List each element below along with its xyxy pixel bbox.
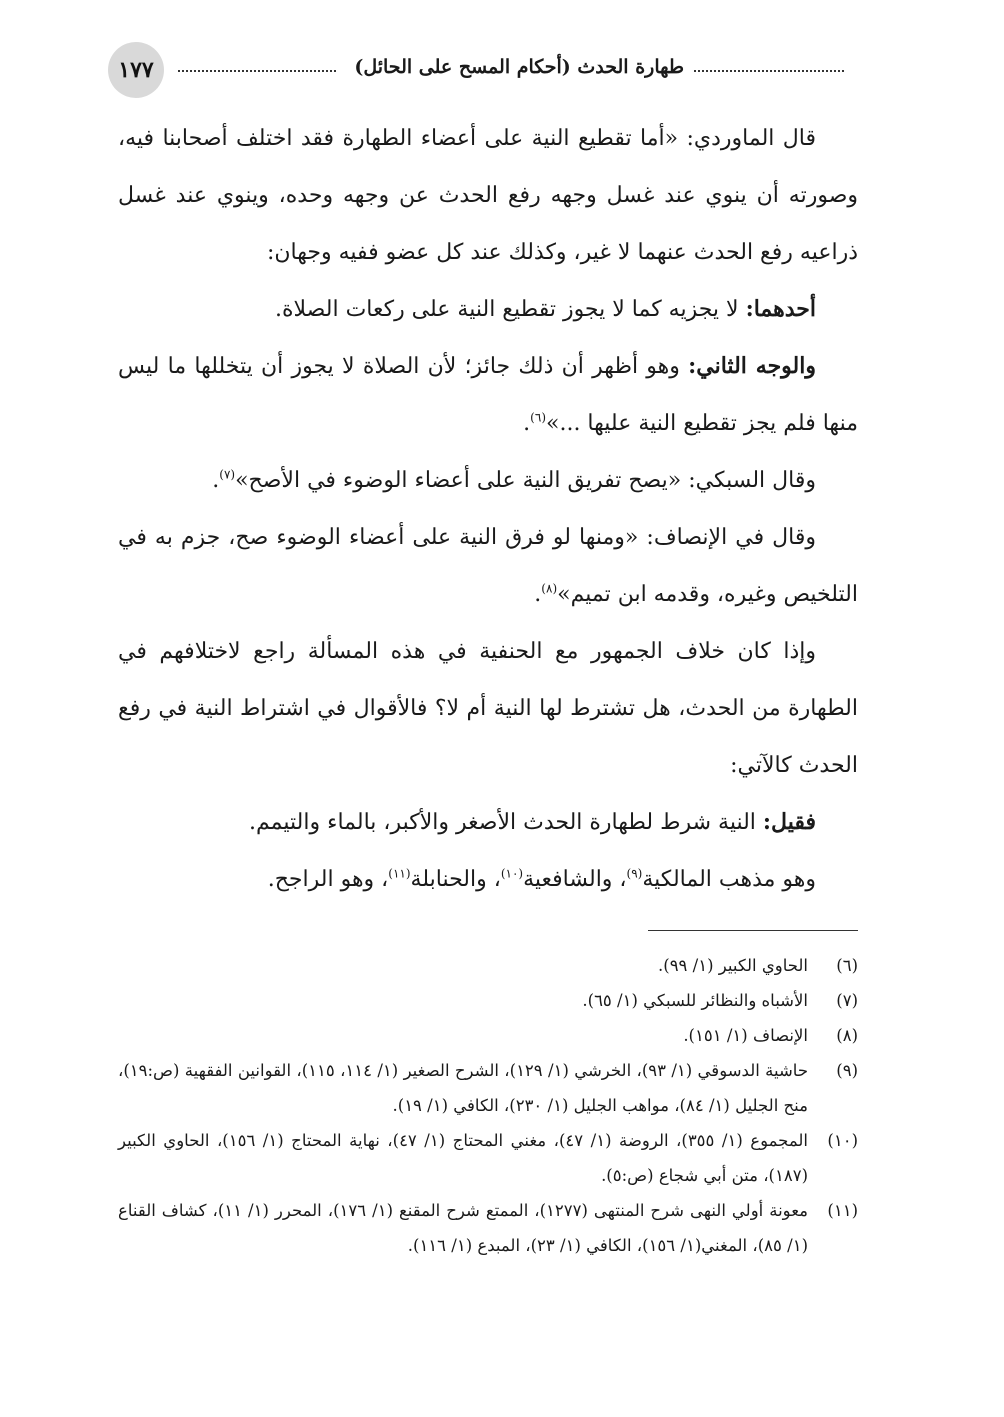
insaf-end: . — [534, 582, 542, 607]
footnote-text: حاشية الدسوقي (١/ ٩٣)، الخرشي (١/ ١٢٩)، الشرح الصغير (١/ ١١٤، ١١٥)، القوانين الفقهية (ص:١٩)، منح الجليل (١/ ٨٤)، مواهب الجليل (١/ ٢٣٠)، الكافي (١/ ١٩). — [118, 1061, 809, 1115]
footnote-item — [118, 1193, 858, 1263]
header-dotted-leader-right — [694, 70, 844, 72]
footnote-text: المجموع (١/ ٣٥٥)، الروضة (١/ ٤٧)، مغني المحتاج (١/ ٤٧)، نهاية المحتاج (١/ ١٥٦)، الحاوي الكبير (١٨٧)، متن أبي شجاع (ص:٥). — [118, 1131, 808, 1185]
madhhab-shafii: ، والشافعية — [523, 867, 627, 892]
footnote-number: (١٠) — [827, 1131, 858, 1150]
footnotes — [118, 948, 858, 1263]
second-view-end: . — [523, 411, 531, 436]
paragraph-disagreement: وإذا كان خلاف الجمهور مع الحنفية في هذه المسألة راجع لاختلافهم في الطهارة من الحدث، هل تشترط لها النية أم لا؟ فالأقوال في اشتراط النية في رفع الحدث كالآتي: — [118, 639, 858, 778]
header-dotted-leader-left — [178, 70, 336, 72]
running-header-title: طهارة الحدث (أحكام المسح على الحائل) — [354, 56, 684, 78]
paragraph-second-view — [118, 338, 858, 452]
footnote-separator — [648, 930, 858, 931]
first-opinion-label: فقيل: — [762, 809, 816, 835]
first-view-label: أحدهما: — [745, 296, 816, 322]
page-number-badge — [108, 42, 164, 98]
paragraph-insaf-quote — [118, 509, 858, 623]
footnote-item — [118, 1123, 858, 1193]
first-opinion-text: النية شرط لطهارة الحدث الأصغر والأكبر، بالماء والتيمم. — [249, 810, 763, 835]
preferred-view: ، وهو الراجح. — [267, 867, 389, 892]
paragraph-mawardi-quote: قال الماوردي: «أما تقطيع النية على أعضاء الطهارة فقد اختلف أصحابنا فيه، وصورته أن ينوي عند غسل وجهه رفع الحدث عن وجهه وحده، وينوي عند غسل ذراعيه رفع الحدث عنهما لا غير، وكذلك عند كل عضو ففيه وجهان: — [118, 126, 858, 265]
subki-end: . — [212, 468, 220, 493]
paragraph-first-view — [118, 281, 858, 338]
footnote-number: (٦) — [836, 956, 858, 975]
footnote-ref-11[interactable]: (١١) — [388, 866, 411, 881]
page-number: ١٧٧ — [118, 57, 154, 83]
footnote-ref-10[interactable]: (١٠) — [500, 866, 524, 881]
insaf-text: وقال في الإنصاف: «ومنها لو فرق النية على أعضاء الوضوء صح، جزم به في التلخيص وغيره، وقدمه ابن تميم» — [118, 525, 858, 607]
footnote-number: (١١) — [827, 1201, 858, 1220]
footnote-text: الحاوي الكبير (١/ ٩٩). — [658, 956, 808, 975]
footnote-number: (٩) — [836, 1061, 858, 1080]
footnote-item — [118, 948, 858, 983]
madhhab-hanbali: ، والحنابلة — [410, 867, 501, 892]
footnote-ref-9[interactable]: (٩) — [626, 866, 643, 881]
footnote-text: الإنصاف (١/ ١٥١). — [683, 1026, 808, 1045]
footnote-ref-6[interactable]: (٦) — [530, 410, 546, 425]
paragraph-first-opinion — [118, 794, 858, 851]
footnote-item — [118, 983, 858, 1018]
footnote-ref-8[interactable]: (٨) — [541, 581, 558, 596]
main-text — [118, 110, 858, 908]
second-view-text: وهو أظهر أن ذلك جائز؛ لأن الصلاة لا يجوز أن يتخللها ما ليس منها فلم يجز تقطيع النية عليها ...» — [118, 354, 858, 436]
footnote-text: معونة أولي النهى شرح المنتهى (١٢٧٧)، الممتع شرح المقنع (١/ ١٧٦)، المحرر (١/ ١١)، كشاف القناع (١/ ٨٥)، المغني(١/ ١٥٦)، الكافي (١/ ٢٣)، المبدع (١/ ١١٦). — [118, 1201, 809, 1255]
madhhab-maliki: وهو مذهب المالكية — [642, 867, 816, 892]
first-view-text: لا يجزيه كما لا يجوز تقطيع النية على ركعات الصلاة. — [275, 297, 746, 322]
footnote-item — [118, 1018, 858, 1053]
footnote-ref-7[interactable]: (٧) — [219, 467, 236, 482]
paragraph-madhhabs — [118, 851, 858, 908]
footnote-number: (٨) — [836, 1026, 858, 1045]
subki-text: وقال السبكي: «يصح تفريق النية على أعضاء الوضوء في الأصح» — [235, 468, 816, 493]
footnote-text: الأشباه والنظائر للسبكي (١/ ٦٥). — [582, 991, 808, 1010]
footnote-item — [118, 1053, 858, 1123]
second-view-label: والوجه الثاني: — [688, 353, 816, 379]
paragraph-subki-quote — [118, 452, 858, 509]
footnote-number: (٧) — [836, 991, 858, 1010]
